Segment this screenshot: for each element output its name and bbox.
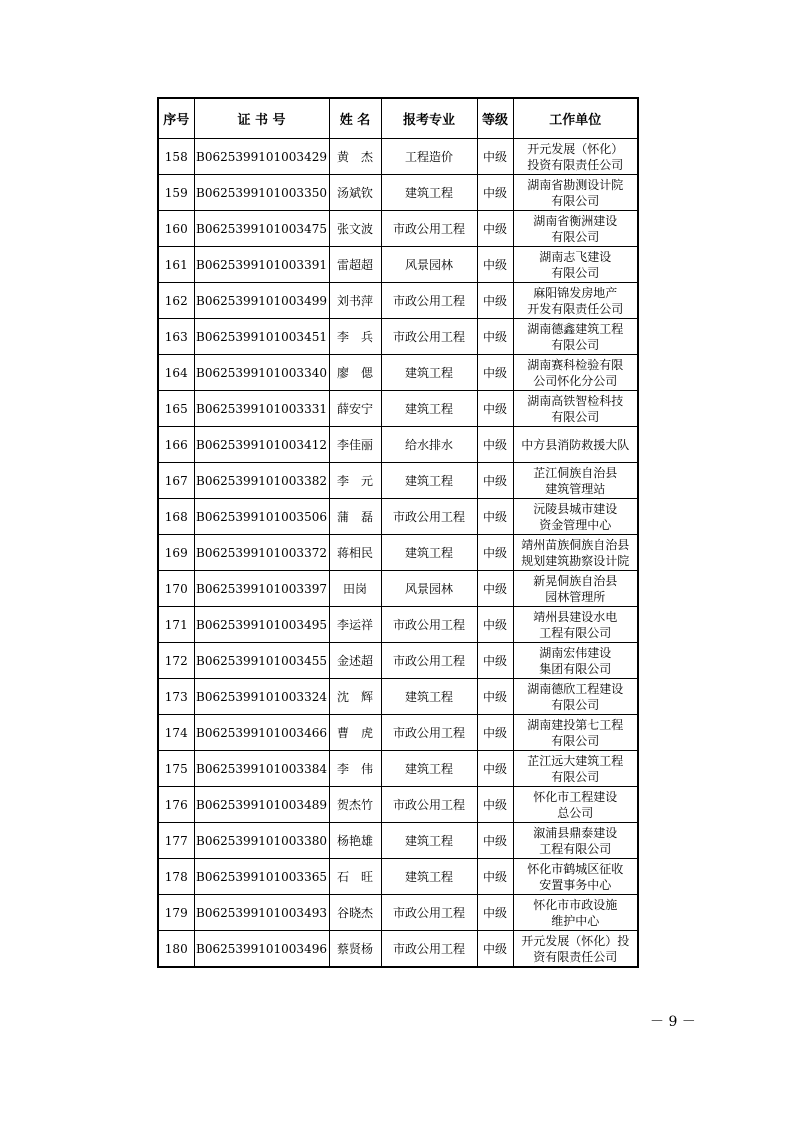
- cell-major: 建筑工程: [381, 823, 477, 859]
- cell-work-unit: [513, 643, 638, 679]
- work-unit-line: 怀化市鹤城区征收: [527, 861, 624, 876]
- cell-level: 中级: [477, 499, 513, 535]
- cell-work-unit: [513, 283, 638, 319]
- table-row: [158, 427, 638, 463]
- table-row: [158, 643, 638, 679]
- cell-name: 田岗: [329, 571, 381, 607]
- cell-serial-no: 160: [158, 211, 194, 247]
- cell-certificate-no: B0625399101003412: [194, 427, 329, 463]
- work-unit-line: 工程有限公司: [539, 625, 612, 640]
- work-unit-line: 湖南德欣工程建设: [527, 681, 624, 696]
- cell-name: 李 元: [329, 463, 381, 499]
- cell-level: 中级: [477, 931, 513, 968]
- work-unit-line: 公司怀化分公司: [533, 373, 618, 388]
- cell-level: 中级: [477, 427, 513, 463]
- work-unit-line: 集团有限公司: [539, 661, 612, 676]
- table-row: [158, 823, 638, 859]
- cell-work-unit: [513, 787, 638, 823]
- table-row: [158, 535, 638, 571]
- cell-certificate-no: B0625399101003331: [194, 391, 329, 427]
- cell-serial-no: 159: [158, 175, 194, 211]
- cell-work-unit: [513, 427, 638, 463]
- cell-major: 建筑工程: [381, 679, 477, 715]
- table-row: [158, 211, 638, 247]
- work-unit-line: 湖南省勘测设计院: [527, 177, 624, 192]
- cell-serial-no: 163: [158, 319, 194, 355]
- cell-major: 市政公用工程: [381, 895, 477, 931]
- cell-major: 市政公用工程: [381, 211, 477, 247]
- cell-serial-no: 164: [158, 355, 194, 391]
- cell-work-unit: [513, 859, 638, 895]
- table-row: [158, 139, 638, 175]
- cell-work-unit: [513, 247, 638, 283]
- cell-major: 给水排水: [381, 427, 477, 463]
- cell-level: 中级: [477, 319, 513, 355]
- cell-work-unit: [513, 319, 638, 355]
- cell-level: 中级: [477, 823, 513, 859]
- cell-major: 市政公用工程: [381, 787, 477, 823]
- cell-level: 中级: [477, 463, 513, 499]
- work-unit-line: 规划建筑勘察设计院: [521, 553, 630, 568]
- cell-serial-no: 180: [158, 931, 194, 968]
- cell-name: 蒲 磊: [329, 499, 381, 535]
- cell-certificate-no: B0625399101003429: [194, 139, 329, 175]
- cell-name: 廖 偲: [329, 355, 381, 391]
- cell-level: 中级: [477, 895, 513, 931]
- cell-major: 风景园林: [381, 571, 477, 607]
- cell-major: 建筑工程: [381, 751, 477, 787]
- work-unit-line: 湖南德鑫建筑工程: [527, 321, 624, 336]
- cell-certificate-no: B0625399101003466: [194, 715, 329, 751]
- cell-work-unit: [513, 535, 638, 571]
- cell-certificate-no: B0625399101003451: [194, 319, 329, 355]
- cell-certificate-no: B0625399101003489: [194, 787, 329, 823]
- cell-certificate-no: B0625399101003365: [194, 859, 329, 895]
- work-unit-line: 开发有限责任公司: [527, 301, 624, 316]
- table-body: [158, 139, 638, 968]
- work-unit-line: 沅陵县城市建设: [533, 501, 618, 516]
- cell-certificate-no: B0625399101003380: [194, 823, 329, 859]
- cell-work-unit: [513, 499, 638, 535]
- work-unit-line: 有限公司: [551, 697, 600, 712]
- table-row: [158, 751, 638, 787]
- table-row: [158, 355, 638, 391]
- cell-work-unit: [513, 607, 638, 643]
- table-row: [158, 391, 638, 427]
- cell-level: 中级: [477, 247, 513, 283]
- cell-name: 曹 虎: [329, 715, 381, 751]
- work-unit-line: 建筑管理站: [545, 481, 606, 496]
- table-row: [158, 859, 638, 895]
- cell-level: 中级: [477, 859, 513, 895]
- work-unit-line: 湖南高铁智检科技: [527, 393, 624, 408]
- cell-major: 建筑工程: [381, 463, 477, 499]
- work-unit-line: 湖南赛科检验有限: [527, 357, 624, 372]
- cell-level: 中级: [477, 787, 513, 823]
- cell-level: 中级: [477, 679, 513, 715]
- table-header-row: [158, 98, 638, 139]
- cell-name: 石 旺: [329, 859, 381, 895]
- work-unit-line: 溆浦县鼎泰建设: [533, 825, 618, 840]
- header-certificate-no: 证 书 号: [194, 98, 329, 139]
- work-unit-line: 有限公司: [551, 409, 600, 424]
- cell-work-unit: [513, 571, 638, 607]
- cell-name: 金述超: [329, 643, 381, 679]
- cell-major: 市政公用工程: [381, 319, 477, 355]
- work-unit-line: 有限公司: [551, 337, 600, 352]
- cell-serial-no: 178: [158, 859, 194, 895]
- cell-level: 中级: [477, 643, 513, 679]
- cell-certificate-no: B0625399101003455: [194, 643, 329, 679]
- table-row: [158, 283, 638, 319]
- work-unit-line: 投资有限责任公司: [527, 157, 624, 172]
- header-work-unit: 工作单位: [513, 98, 638, 139]
- cell-name: 蔡贤杨: [329, 931, 381, 968]
- cell-work-unit: [513, 823, 638, 859]
- cell-name: 蒋相民: [329, 535, 381, 571]
- table-row: [158, 499, 638, 535]
- cell-level: 中级: [477, 715, 513, 751]
- cell-work-unit: [513, 391, 638, 427]
- cell-work-unit: [513, 175, 638, 211]
- work-unit-line: 有限公司: [551, 229, 600, 244]
- cell-major: 市政公用工程: [381, 283, 477, 319]
- work-unit-line: 资金管理中心: [539, 517, 612, 532]
- cell-name: 李 伟: [329, 751, 381, 787]
- work-unit-line: 靖州苗族侗族自治县: [521, 537, 630, 552]
- cell-work-unit: [513, 895, 638, 931]
- work-unit-line: 湖南建投第七工程: [527, 717, 624, 732]
- work-unit-line: 新晃侗族自治县: [533, 573, 618, 588]
- table-row: [158, 931, 638, 968]
- work-unit-line: 麻阳锦发房地产: [533, 285, 618, 300]
- work-unit-line: 工程有限公司: [539, 841, 612, 856]
- cell-certificate-no: B0625399101003475: [194, 211, 329, 247]
- cell-certificate-no: B0625399101003324: [194, 679, 329, 715]
- table-row: [158, 679, 638, 715]
- cell-serial-no: 168: [158, 499, 194, 535]
- table-row: [158, 715, 638, 751]
- cell-serial-no: 167: [158, 463, 194, 499]
- cell-name: 谷晓杰: [329, 895, 381, 931]
- cell-name: 李佳丽: [329, 427, 381, 463]
- cell-major: 建筑工程: [381, 175, 477, 211]
- cell-serial-no: 165: [158, 391, 194, 427]
- cell-work-unit: [513, 679, 638, 715]
- cell-major: 市政公用工程: [381, 499, 477, 535]
- cell-serial-no: 179: [158, 895, 194, 931]
- cell-serial-no: 171: [158, 607, 194, 643]
- cell-certificate-no: B0625399101003493: [194, 895, 329, 931]
- cell-major: 风景园林: [381, 247, 477, 283]
- work-unit-line: 总公司: [557, 805, 594, 820]
- cell-major: 市政公用工程: [381, 931, 477, 968]
- table-row: [158, 247, 638, 283]
- header-serial-no: 序号: [158, 98, 194, 139]
- cell-work-unit: [513, 463, 638, 499]
- cell-work-unit: [513, 139, 638, 175]
- cell-level: 中级: [477, 391, 513, 427]
- header-name: 姓 名: [329, 98, 381, 139]
- work-unit-line: 芷江远大建筑工程: [527, 753, 624, 768]
- work-unit-line: 资有限责任公司: [533, 949, 618, 964]
- cell-name: 薛安宁: [329, 391, 381, 427]
- cell-major: 市政公用工程: [381, 643, 477, 679]
- work-unit-line: 有限公司: [551, 265, 600, 280]
- table-row: [158, 787, 638, 823]
- cell-name: 沈 辉: [329, 679, 381, 715]
- cell-certificate-no: B0625399101003384: [194, 751, 329, 787]
- cell-serial-no: 176: [158, 787, 194, 823]
- cell-certificate-no: B0625399101003340: [194, 355, 329, 391]
- cell-major: 建筑工程: [381, 859, 477, 895]
- cell-certificate-no: B0625399101003397: [194, 571, 329, 607]
- cell-level: 中级: [477, 175, 513, 211]
- work-unit-line: 园林管理所: [545, 589, 606, 604]
- work-unit-line: 有限公司: [551, 193, 600, 208]
- cell-name: 黄 杰: [329, 139, 381, 175]
- work-unit-line: 怀化市市政设施: [533, 897, 618, 912]
- page-number: － 9 －: [650, 1014, 696, 1030]
- cell-serial-no: 162: [158, 283, 194, 319]
- cell-major: 建筑工程: [381, 391, 477, 427]
- cell-level: 中级: [477, 607, 513, 643]
- table-row: [158, 463, 638, 499]
- work-unit-line: 靖州县建设水电: [533, 609, 618, 624]
- cell-name: 李 兵: [329, 319, 381, 355]
- cell-level: 中级: [477, 139, 513, 175]
- work-unit-line: 怀化市工程建设: [533, 789, 618, 804]
- table-row: [158, 175, 638, 211]
- work-unit-line: 湖南志飞建设: [539, 249, 612, 264]
- cell-level: 中级: [477, 283, 513, 319]
- cell-name: 汤斌钦: [329, 175, 381, 211]
- cell-name: 刘书萍: [329, 283, 381, 319]
- cell-work-unit: [513, 211, 638, 247]
- cell-certificate-no: B0625399101003506: [194, 499, 329, 535]
- work-unit-line: 开元发展（怀化）: [527, 141, 624, 156]
- cell-level: 中级: [477, 571, 513, 607]
- header-level: 等级: [477, 98, 513, 139]
- cell-certificate-no: B0625399101003372: [194, 535, 329, 571]
- cell-major: 市政公用工程: [381, 607, 477, 643]
- table-row: [158, 571, 638, 607]
- cell-certificate-no: B0625399101003496: [194, 931, 329, 968]
- table-row: [158, 607, 638, 643]
- cell-level: 中级: [477, 355, 513, 391]
- work-unit-line: 安置事务中心: [539, 877, 612, 892]
- cell-name: 李运祥: [329, 607, 381, 643]
- cell-serial-no: 175: [158, 751, 194, 787]
- certificate-roster-table: [157, 97, 639, 968]
- cell-serial-no: 170: [158, 571, 194, 607]
- work-unit-line: 湖南宏伟建设: [539, 645, 612, 660]
- cell-serial-no: 161: [158, 247, 194, 283]
- cell-work-unit: [513, 715, 638, 751]
- cell-work-unit: [513, 355, 638, 391]
- cell-level: 中级: [477, 535, 513, 571]
- cell-major: 建筑工程: [381, 355, 477, 391]
- header-major: 报考专业: [381, 98, 477, 139]
- cell-name: 杨艳雄: [329, 823, 381, 859]
- cell-serial-no: 166: [158, 427, 194, 463]
- cell-work-unit: [513, 751, 638, 787]
- cell-serial-no: 173: [158, 679, 194, 715]
- cell-serial-no: 158: [158, 139, 194, 175]
- cell-serial-no: 177: [158, 823, 194, 859]
- work-unit-line: 有限公司: [551, 769, 600, 784]
- work-unit-line: 开元发展（怀化）投: [521, 933, 630, 948]
- cell-major: 工程造价: [381, 139, 477, 175]
- cell-certificate-no: B0625399101003382: [194, 463, 329, 499]
- table-row: [158, 895, 638, 931]
- cell-certificate-no: B0625399101003499: [194, 283, 329, 319]
- work-unit-line: 中方县消防救援大队: [521, 437, 630, 452]
- cell-serial-no: 169: [158, 535, 194, 571]
- work-unit-line: 维护中心: [551, 913, 600, 928]
- work-unit-line: 有限公司: [551, 733, 600, 748]
- cell-serial-no: 174: [158, 715, 194, 751]
- cell-name: 雷超超: [329, 247, 381, 283]
- work-unit-line: 湖南省衡洲建设: [533, 213, 618, 228]
- cell-major: 建筑工程: [381, 535, 477, 571]
- cell-level: 中级: [477, 751, 513, 787]
- table-row: [158, 319, 638, 355]
- cell-work-unit: [513, 931, 638, 968]
- cell-name: 张文波: [329, 211, 381, 247]
- cell-certificate-no: B0625399101003391: [194, 247, 329, 283]
- work-unit-line: 芷江侗族自治县: [533, 465, 618, 480]
- cell-name: 贺杰竹: [329, 787, 381, 823]
- cell-serial-no: 172: [158, 643, 194, 679]
- cell-level: 中级: [477, 211, 513, 247]
- cell-certificate-no: B0625399101003350: [194, 175, 329, 211]
- cell-certificate-no: B0625399101003495: [194, 607, 329, 643]
- cell-major: 市政公用工程: [381, 715, 477, 751]
